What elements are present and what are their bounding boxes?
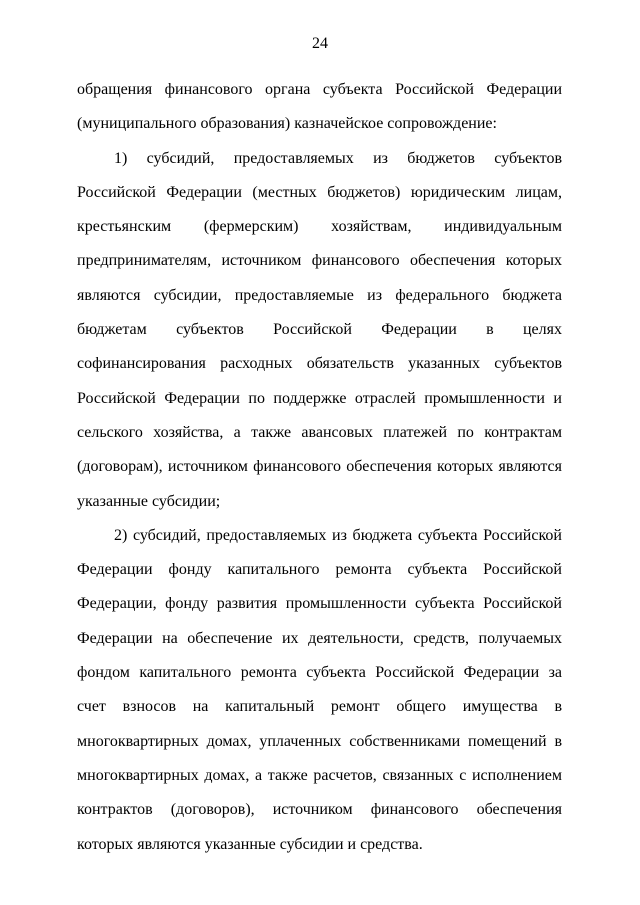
paragraph-item-1: 1) субсидий, предоставляемых из бюджетов субъектов Российской Федерации (местных бюджетов) юридическим лицам, крестьянским (фермерским) хозяйствам, индивидуальным предпринимателям, источником финансового обеспечения которых являются субсидии, предоставляемые из федерального бюджета бюджетам субъектов Российской Федерации в целях софинансирования расходных обязательств указанных субъектов Российской Федерации по поддержке отраслей промышленности и сельского хозяйства, а также авансовых платежей по контрактам (договорам), источником финансового обеспечения которых являются указанные субсидии; [77,149,562,510]
document-body [77,73,562,862]
page-number: 24 [312,35,328,52]
paragraph-item-2: 2) субсидий, предоставляемых из бюджета субъекта Российской Федерации фонду капитального ремонта субъекта Российской Федерации, фонду развития промышленности субъекта Российской Федерации на обеспечение их деятельности, средств, получаемых фондом капитального ремонта субъекта Российской Федерации за счет взносов на капитальный ремонт общего имущества в многоквартирных домах, уплаченных собственниками помещений в многоквартирных домах, а также расчетов, связанных с исполнением контрактов (договоров), источником финансового обеспечения которых являются указанные субсидии и средства. [77,526,562,853]
paragraph-intro: обращения финансового органа субъекта Российской Федерации (муниципального образования) казначейское сопровождение: [77,81,562,133]
